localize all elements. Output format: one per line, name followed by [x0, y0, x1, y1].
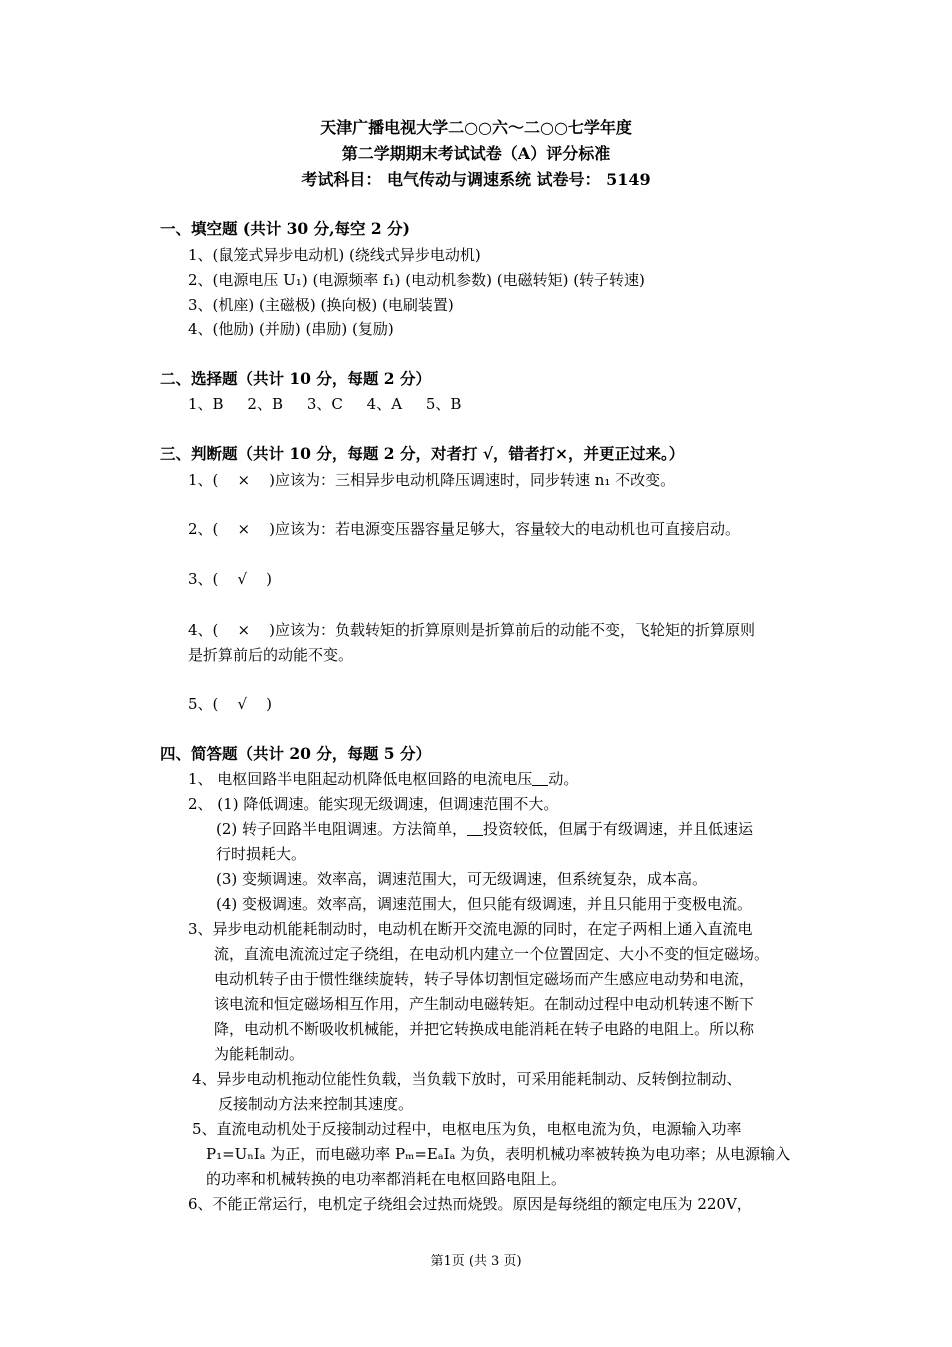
section4-q6-line1: 6、不能正常运行，电机定子绕组会过热而烧毁。原因是每绕组的额定电压为 220V， [188, 1195, 752, 1213]
q2-2-text: (2) 转子回路半电阻调速。方法简单， [216, 820, 468, 838]
section4-q3-line5: 降，电动机不断吸收机械能，并把它转换成电能消耗在转子电路的电阻上。所以称 [214, 1020, 755, 1038]
section4-q1 [188, 769, 578, 789]
section1-item-3: 3、(机座) (主磁极) (换向极) (电刷装置) [188, 296, 454, 314]
q1-text-end: 动。 [548, 770, 579, 788]
section4-q5-line3: 的功率和机械转换的电功率都消耗在电枢回路电阻上。 [206, 1170, 567, 1188]
section4-q4-line2: 反接制动方法来控制其速度。 [218, 1095, 414, 1113]
subject-line: 考试科目： 电气传动与调速系统 试卷号： 5149 [301, 170, 651, 189]
section1-item-2: 2、(电源电压 U₁) (电源频率 f₁) (电动机参数) (电磁转矩) (转子转速) [188, 271, 645, 289]
section2-answers: 1、B 2、B 3、C 4、A 5、B [188, 395, 462, 413]
section1-heading: 一、填空题 (共计 30 分,每空 2 分) [160, 219, 410, 238]
section4-heading: 四、简答题（共计 20 分，每题 5 分） [160, 744, 431, 763]
blank-underline [467, 821, 483, 836]
blank-underline [532, 771, 548, 786]
section3-item-3: 3、( √ ) [188, 570, 272, 588]
section3-item-4: 4、( × )应该为：负载转矩的折算原则是折算前后的动能不变，飞轮矩的折算原则 [188, 621, 755, 639]
section2-heading: 二、选择题（共计 10 分，每题 2 分） [160, 369, 431, 388]
section3-item-1: 1、( × )应该为：三相异步电动机降压调速时，同步转速 n₁ 不改变。 [188, 471, 676, 489]
section4-q3-line2: 流，直流电流流过定子绕组，在电动机内建立一个位置固定、大小不变的恒定磁场。 [214, 945, 770, 963]
q1-text: 1、 电枢回路半电阻起动机降低电枢回路的电流电压 [188, 770, 533, 788]
section1-item-1: 1、(鼠笼式异步电动机) (绕线式异步电动机) [188, 246, 481, 264]
q2-2-text-end: 投资较低，但属于有级调速，并且低速运 [483, 820, 754, 838]
section4-q2-2-cont: 行时损耗大。 [216, 845, 307, 863]
section4-q2-4: (4) 变极调速。效率高，调速范围大，但只能有级调速，并且只能用于变极电流。 [216, 895, 753, 913]
section4-q3-line4: 该电流和恒定磁场相互作用，产生制动电磁转矩。在制动过程中电动机转速不断下 [214, 995, 755, 1013]
section4-q4-line1: 4、异步电动机拖动位能性负载，当负载下放时，可采用能耗制动、反转倒拉制动、 [192, 1070, 742, 1088]
section4-q3-line3: 电动机转子由于惯性继续旋转，转子导体切割恒定磁场而产生感应电动势和电流， [214, 970, 755, 988]
exam-subtitle: 第二学期期末考试试卷（A）评分标准 [341, 144, 611, 163]
section3-item-5: 5、( √ ) [188, 695, 272, 713]
university-title: 天津广播电视大学二○○六～二○○七学年度 [320, 118, 632, 137]
section3-item-2: 2、( × )应该为：若电源变压器容量足够大，容量较大的电动机也可直接启动。 [188, 520, 740, 538]
page-number: 第1页 (共 3 页) [430, 1254, 522, 1269]
section4-q5-line2: P₁=UₙIₐ 为正，而电磁功率 Pₘ=EₐIₐ 为负，表明机械功率被转换为电功率；从电源输入 [206, 1145, 791, 1163]
section4-q2-3: (3) 变频调速。效率高，调速范围大，可无级调速，但系统复杂，成本高。 [216, 870, 708, 888]
section4-q3-line6: 为能耗制动。 [214, 1045, 305, 1063]
section3-heading: 三、判断题（共计 10 分，每题 2 分，对者打 √，错者打×，并更正过来。） [160, 444, 685, 463]
section4-q3-line1: 3、异步电动机能耗制动时，电动机在断开交流电源的同时，在定子两相上通入直流电 [188, 920, 753, 938]
section4-q2-2 [216, 819, 753, 839]
section4-q5-line1: 5、直流电动机处于反接制动过程中，电枢电压为负，电枢电流为负，电源输入功率 [192, 1120, 742, 1138]
section1-item-4: 4、(他励) (并励) (串励) (复励) [188, 320, 394, 338]
section4-q2-1: 2、 (1) 降低调速。能实现无级调速，但调速范围不大。 [188, 795, 559, 813]
section3-item-4-cont: 是折算前后的动能不变。 [188, 646, 354, 664]
